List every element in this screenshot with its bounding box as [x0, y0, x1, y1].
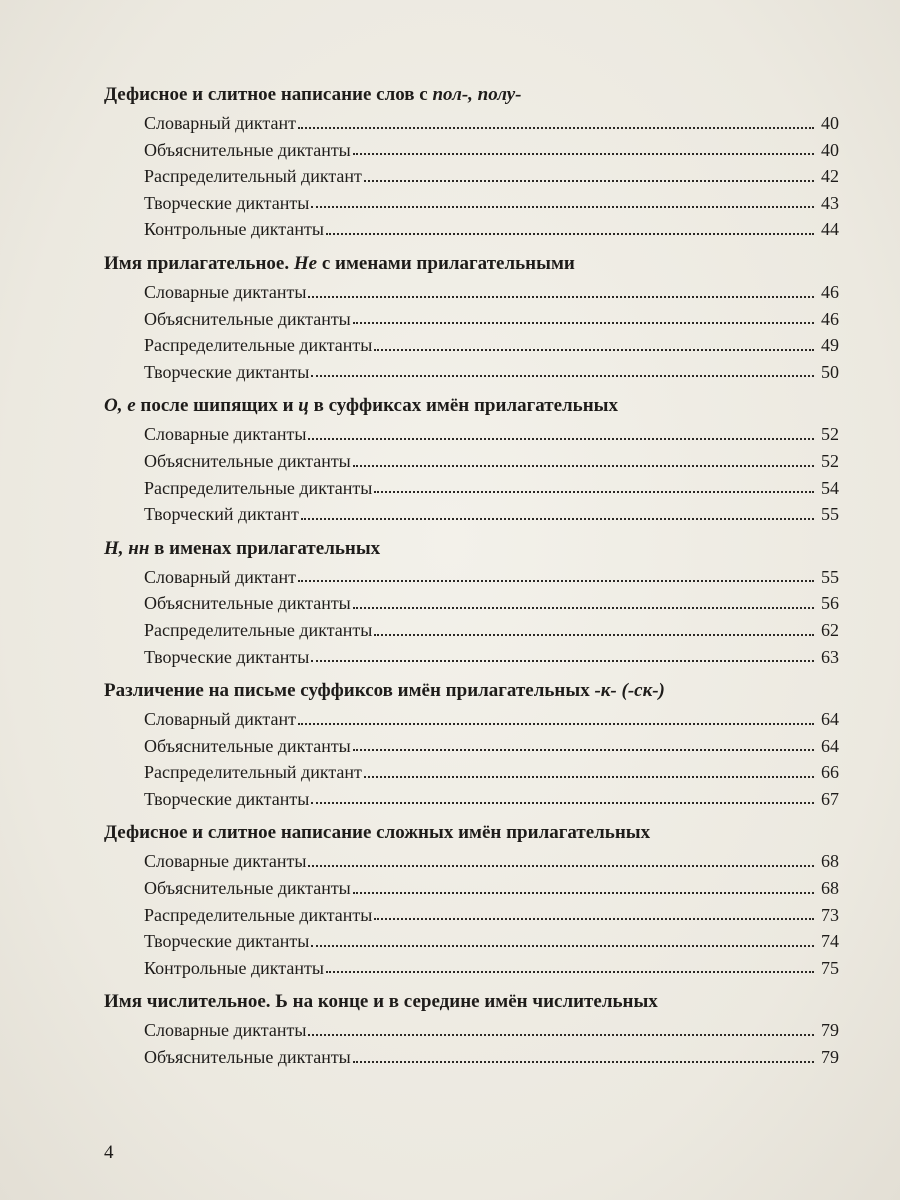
entry-label: Словарные диктанты: [144, 281, 307, 302]
toc-entry: [144, 475, 839, 502]
toc-entry: [144, 644, 839, 671]
section-heading: [104, 80, 839, 110]
toc-entry: [144, 332, 839, 359]
toc-entry: [144, 216, 839, 243]
entry-label: Творческие диктанты: [144, 192, 310, 213]
entry-page-number: 73: [821, 904, 839, 925]
entry-label: Распределительные диктанты: [144, 904, 373, 925]
section-heading: [104, 249, 839, 279]
entry-label: Объяснительные диктанты: [144, 593, 351, 614]
dot-leader: [364, 776, 814, 778]
toc-entry: [144, 733, 839, 760]
heading-italic-text: ц: [298, 395, 309, 417]
section-heading: [104, 391, 839, 421]
heading-italic-text: Н, нн: [104, 537, 150, 559]
entry-label: Объяснительные диктанты: [144, 308, 351, 329]
dot-leader: [353, 465, 814, 467]
dot-leader: [311, 206, 814, 208]
entry-page-number: 68: [821, 851, 839, 872]
toc-entry: [144, 617, 839, 644]
entry-page-number: 55: [821, 566, 839, 587]
dot-leader: [326, 971, 814, 973]
entry-label: Творческий диктант: [144, 504, 299, 525]
heading-text-suffix: в суффиксах имён прилагательных: [308, 395, 618, 417]
entry-label: Словарный диктант: [144, 709, 296, 730]
entry-label: Объяснительные диктанты: [144, 139, 351, 160]
entry-page-number: 46: [821, 308, 839, 329]
dot-leader: [353, 607, 814, 609]
dot-leader: [298, 580, 814, 582]
toc-section: [104, 676, 839, 812]
dot-leader: [374, 918, 814, 920]
entry-page-number: 79: [821, 1047, 839, 1068]
heading-italic-text: О, е: [104, 395, 136, 417]
toc-section: [104, 818, 839, 981]
dot-leader: [353, 322, 814, 324]
toc-entry: [144, 306, 839, 333]
toc-entry: [144, 875, 839, 902]
entry-page-number: 44: [821, 219, 839, 240]
dot-leader: [364, 180, 814, 182]
entry-label: Объяснительные диктанты: [144, 1047, 351, 1068]
dot-leader: [298, 127, 814, 129]
toc-entry: [144, 1044, 839, 1071]
toc-section: [104, 391, 839, 527]
toc-entry: [144, 1017, 839, 1044]
heading-text: Имя числительное. Ь на конце и в середине имён числительных: [104, 991, 658, 1013]
dot-leader: [326, 233, 814, 235]
toc-section: [104, 249, 839, 385]
dot-leader: [374, 491, 814, 493]
entry-page-number: 40: [821, 113, 839, 133]
dot-leader: [301, 518, 814, 520]
dot-leader: [353, 153, 814, 155]
entry-label: Творческие диктанты: [144, 361, 310, 382]
entry-page-number: 68: [821, 878, 839, 899]
entry-label: Объяснительные диктанты: [144, 450, 351, 471]
toc-entry: [144, 928, 839, 955]
toc-entry: [144, 590, 839, 617]
entry-page-number: 56: [821, 593, 839, 614]
entry-label: Словарный диктант: [144, 113, 296, 133]
toc-section: [104, 80, 839, 243]
entry-page-number: 50: [821, 361, 839, 382]
toc-section: [104, 534, 839, 670]
entry-label: Распределительные диктанты: [144, 335, 373, 356]
toc-entry: [144, 786, 839, 813]
toc-entry: [144, 163, 839, 190]
heading-italic-text: -к- (-ск-): [594, 680, 665, 702]
entry-page-number: 49: [821, 335, 839, 356]
heading-italic-text: Не: [293, 252, 318, 274]
entry-page-number: 52: [821, 424, 839, 445]
entry-label: Объяснительные диктанты: [144, 878, 351, 899]
entry-page-number: 74: [821, 931, 839, 952]
heading-italic-text: пол-, полу-: [432, 84, 522, 105]
heading-text-suffix: с именами прилагательными: [317, 252, 575, 274]
dot-leader: [374, 349, 814, 351]
dot-leader: [353, 1061, 814, 1063]
dot-leader: [353, 892, 814, 894]
entry-page-number: 42: [821, 166, 839, 187]
entry-label: Объяснительные диктанты: [144, 735, 351, 756]
toc-entry: [144, 564, 839, 591]
dot-leader: [311, 375, 814, 377]
entry-label: Распределительный диктант: [144, 166, 362, 187]
toc-entry: [144, 902, 839, 929]
heading-text: Дефисное и слитное написание сложных имён прилагательных: [104, 822, 651, 844]
entry-page-number: 43: [821, 192, 839, 213]
dot-leader: [308, 296, 814, 298]
entry-label: Распределительные диктанты: [144, 619, 373, 640]
entry-label: Словарные диктанты: [144, 424, 307, 445]
dot-leader: [374, 634, 814, 636]
toc-section: [104, 987, 839, 1070]
dot-leader: [311, 660, 814, 662]
entry-label: Творческие диктанты: [144, 646, 310, 667]
entry-page-number: 63: [821, 646, 839, 667]
heading-text: Имя прилагательное.: [104, 252, 294, 274]
toc-entry: [144, 190, 839, 217]
toc-entry: [144, 110, 839, 137]
entry-label: Контрольные диктанты: [144, 957, 324, 978]
entry-label: Творческие диктанты: [144, 931, 310, 952]
toc-entry: [144, 448, 839, 475]
dot-leader: [308, 865, 814, 867]
heading-text: Различение на письме суффиксов имён прилагательных: [104, 680, 595, 702]
section-heading: [104, 676, 839, 706]
toc-entry: [144, 421, 839, 448]
page-number: 4: [104, 1142, 114, 1163]
toc-entry: [144, 955, 839, 982]
entry-label: Словарный диктант: [144, 566, 296, 587]
entry-page-number: 64: [821, 709, 839, 730]
toc-entry: [144, 848, 839, 875]
toc-entry: [144, 759, 839, 786]
dot-leader: [311, 802, 814, 804]
toc-entry: [144, 359, 839, 386]
entry-page-number: 64: [821, 735, 839, 756]
entry-page-number: 79: [821, 1020, 839, 1041]
section-heading: [104, 818, 839, 848]
section-heading: [104, 987, 839, 1017]
entry-page-number: 62: [821, 619, 839, 640]
dot-leader: [298, 723, 814, 725]
heading-text: Дефисное и слитное написание слов с: [104, 84, 433, 105]
dot-leader: [308, 438, 814, 440]
entry-label: Распределительные диктанты: [144, 477, 373, 498]
entry-page-number: 67: [821, 788, 839, 809]
entry-page-number: 75: [821, 957, 839, 978]
toc-entry: [144, 501, 839, 528]
dot-leader: [308, 1034, 814, 1036]
entry-page-number: 55: [821, 504, 839, 525]
section-heading: [104, 534, 839, 564]
heading-text: в именах прилагательных: [149, 537, 381, 559]
toc-entry: [144, 137, 839, 164]
table-of-contents: [104, 80, 839, 1071]
entry-label: Словарные диктанты: [144, 851, 307, 872]
toc-entry: [144, 279, 839, 306]
entry-label: Словарные диктанты: [144, 1020, 307, 1041]
heading-text: после шипящих и: [135, 395, 299, 417]
dot-leader: [311, 945, 814, 947]
entry-page-number: 46: [821, 281, 839, 302]
entry-page-number: 40: [821, 139, 839, 160]
dot-leader: [353, 749, 814, 751]
entry-label: Распределительный диктант: [144, 762, 362, 783]
entry-label: Творческие диктанты: [144, 788, 310, 809]
entry-page-number: 52: [821, 450, 839, 471]
entry-page-number: 66: [821, 762, 839, 783]
entry-label: Контрольные диктанты: [144, 219, 324, 240]
entry-page-number: 54: [821, 477, 839, 498]
toc-entry: [144, 706, 839, 733]
